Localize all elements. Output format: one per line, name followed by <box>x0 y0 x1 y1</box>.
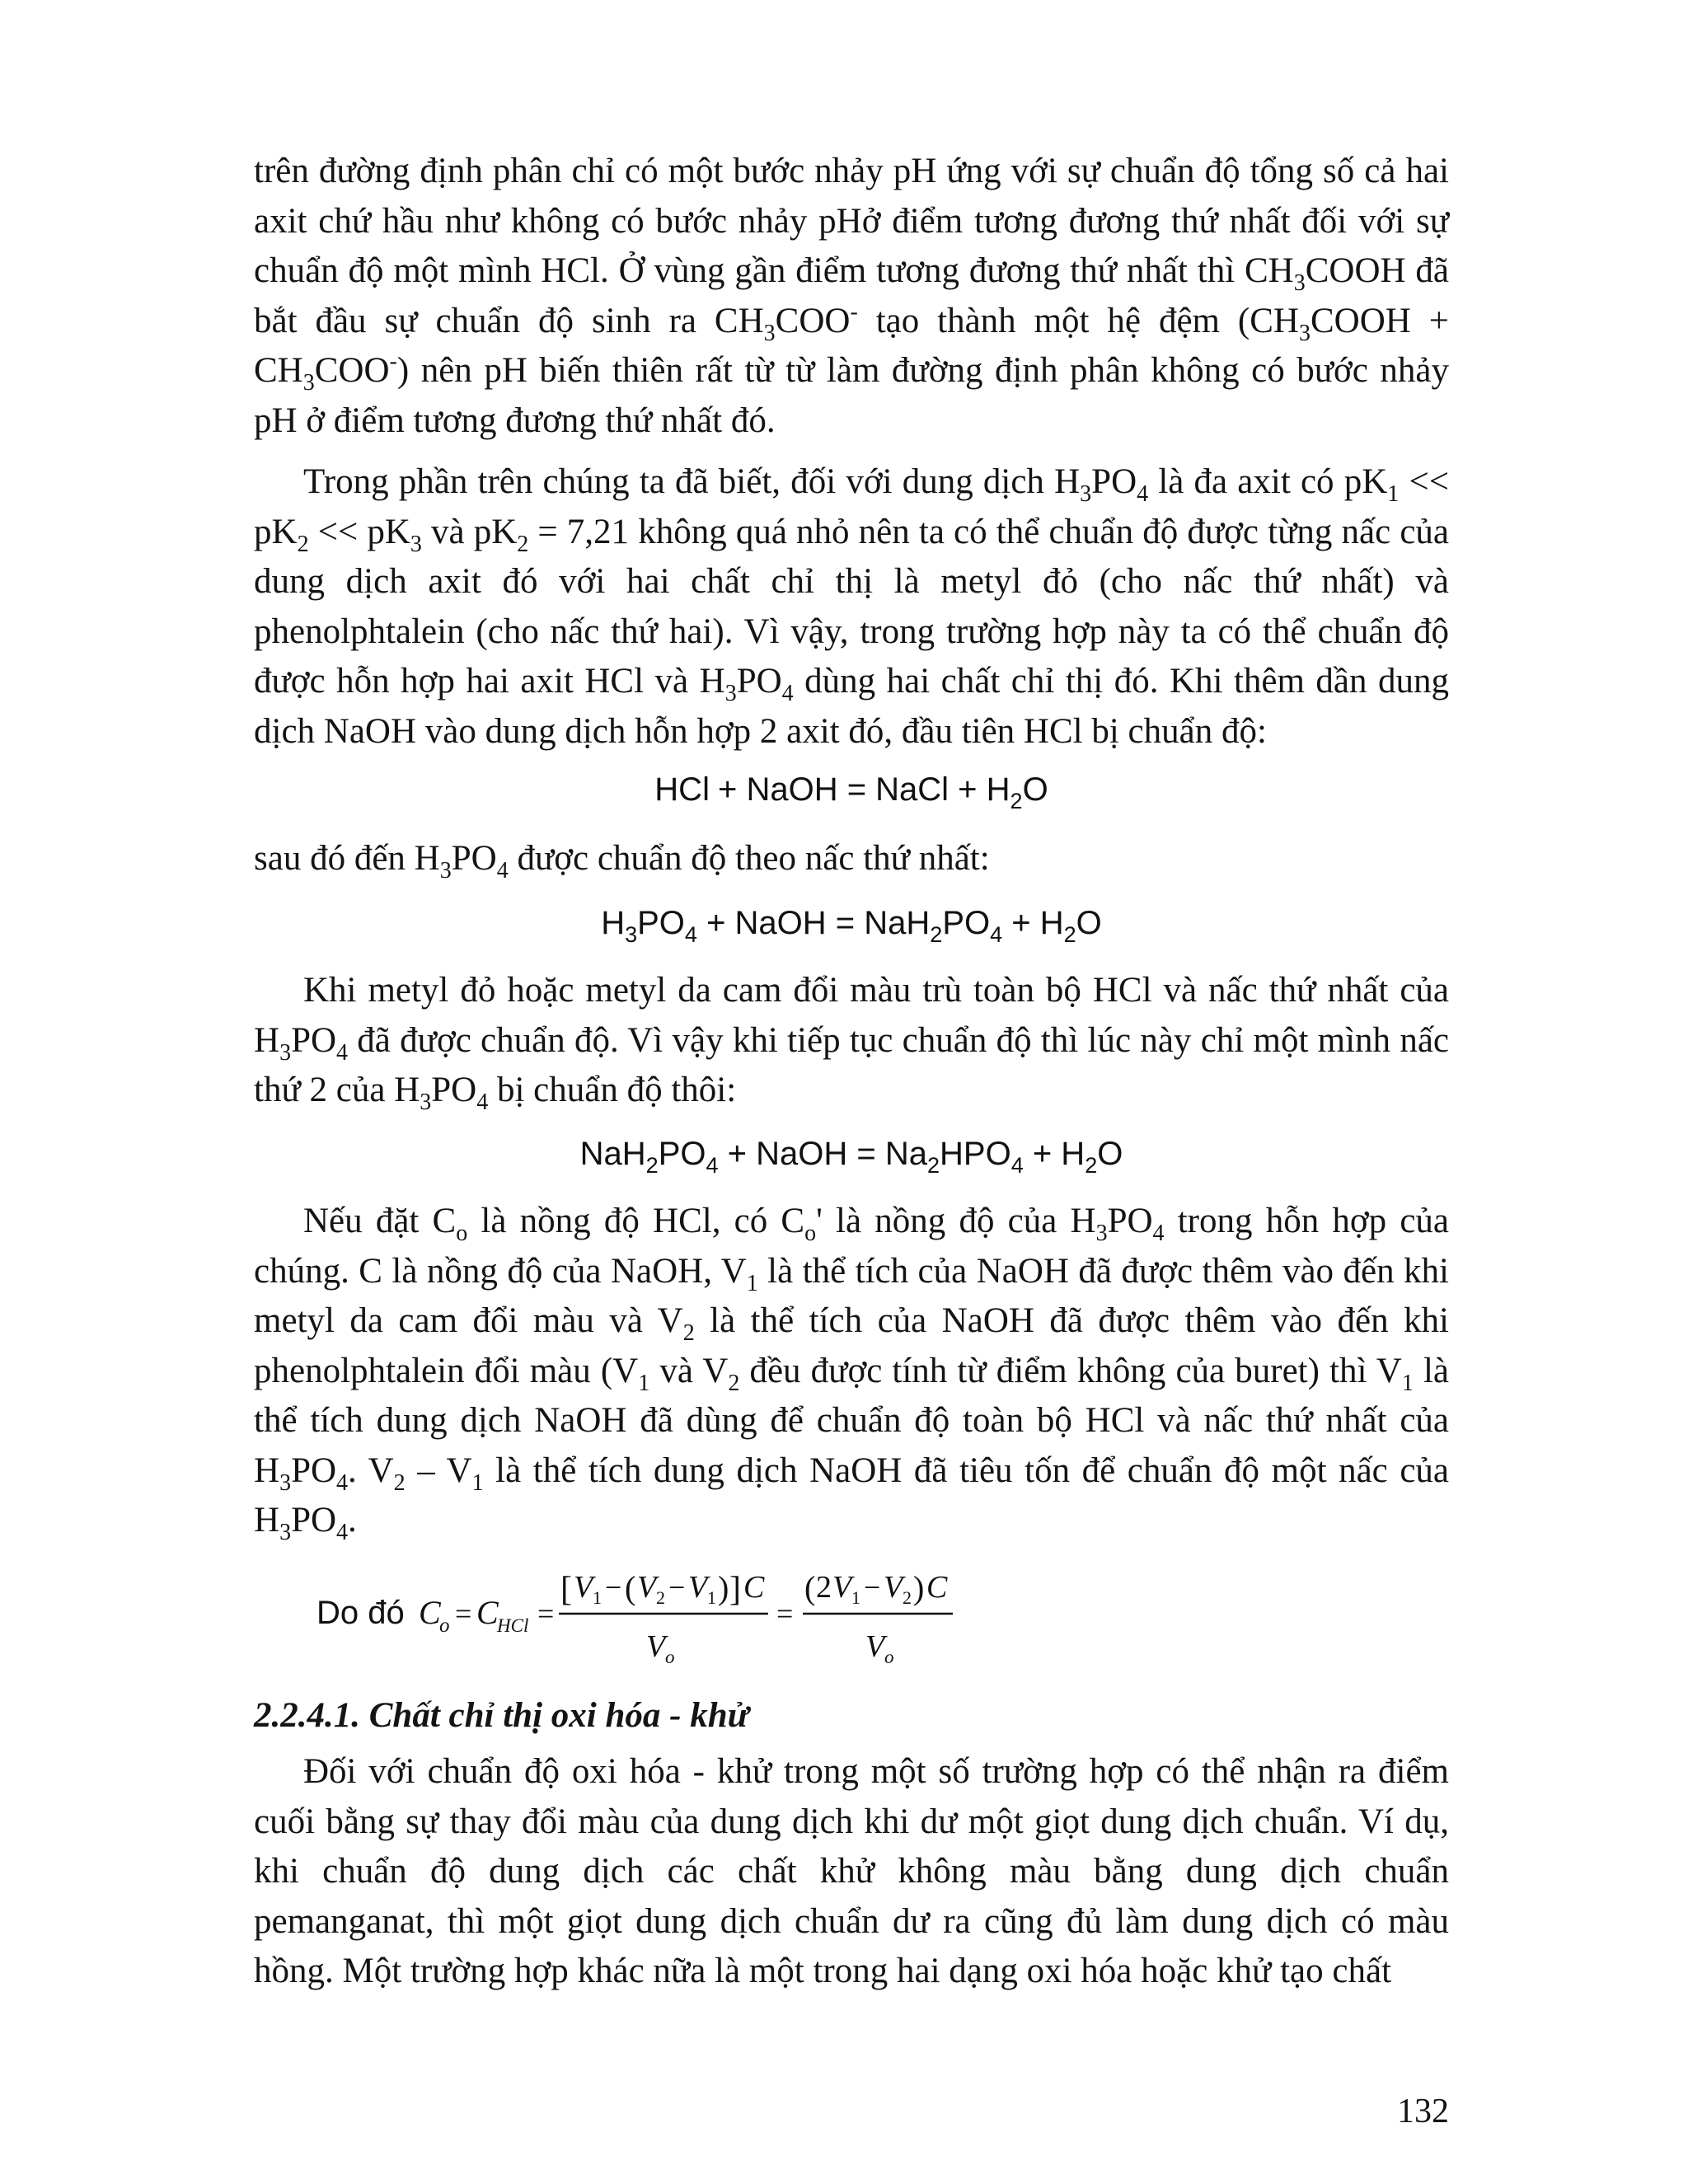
formula-v2a-sub: 2 <box>656 1587 665 1608</box>
formula-minus-3: − <box>864 1571 881 1604</box>
formula-v2b: V <box>884 1570 903 1605</box>
paragraph-4: Khi metyl đỏ hoặc metyl da cam đổi màu trù toàn bộ HCl và nấc thứ nhất của $H_3PO_4$ đã được chuẩn độ. Vì vậy khi tiếp tục chuẩn độ thì lúc này chỉ một mình nấc thứ 2 của $H_3PO_4$ bị chuẩn độ thôi: <box>254 971 1449 1115</box>
formula-minus-2: − <box>668 1571 686 1604</box>
formula-lbrack: [ <box>560 1571 572 1609</box>
formula-lparen-1: ( <box>625 1569 636 1606</box>
formula-c-num1: C <box>743 1570 765 1605</box>
formula-eq-2: = <box>537 1597 555 1630</box>
formula-vo-den1: V <box>646 1629 666 1664</box>
formula-minus-1: − <box>605 1571 622 1604</box>
formula-lparen-2: ( <box>804 1569 816 1606</box>
equation-hcl-naoh: HCl + NaOH = NaCl + $H_2O$ <box>654 771 1048 813</box>
formula-sub-o: o <box>439 1615 450 1637</box>
formula-v1a: V <box>574 1570 593 1605</box>
section-heading: 2.2.4.1. Chất chỉ thị oxi hóa - khử <box>254 1696 749 1735</box>
formula-v1a-sub: 1 <box>593 1587 602 1608</box>
formula-v1b: V <box>688 1570 708 1605</box>
equation-nah2po4-naoh: $NaH_2PO_4$ + NaOH = $Na_2HPO_4 + H_2O$ <box>579 1136 1123 1178</box>
formula-two: 2 <box>816 1570 832 1605</box>
formula-eq-3: = <box>776 1597 794 1630</box>
paragraph-6 <box>254 1747 1449 1997</box>
paragraph-3: sau đó đến $H_3PO_4$ được chuẩn độ theo nấc thứ nhất: <box>254 839 990 883</box>
paragraph-1: trên đường định phân chỉ có một bước nhảy pH ứng với sự chuẩn độ tổng số cả hai axit chứ hầu như không có bước nhảy pHở điểm tương đương thứ nhất đối với sự chuẩn độ một mình HCl. Ở vùng gần điểm tương đương thứ nhất thì $CH_3COOH$ đã bắt đầu sự chuẩn độ sinh ra $CH_3COO^-$ tạo thành một hệ đệm $(CH_3COOH + CH_3COO^-)$ nên pH biến thiên rất từ từ làm đường định phân không có bước nhảy pH ở điểm tương đương thứ nhất đó. <box>254 152 1449 440</box>
formula-svg <box>313 1556 1055 1671</box>
formula-rbrack: ] <box>729 1571 741 1609</box>
formula-c-hcl: C <box>476 1594 499 1631</box>
equation-h3po4-naoh: $H_3PO_4$ + NaOH = $NaH_2PO_4 + H_2O$ <box>601 905 1102 947</box>
concentration-formula <box>313 1556 1055 1671</box>
formula-rparen-2: ) <box>913 1569 925 1606</box>
formula-v1b-sub: 1 <box>707 1587 716 1608</box>
formula-vo-den2-sub: o <box>884 1647 894 1667</box>
formula-lead: Do đó <box>316 1595 405 1631</box>
formula-c: C <box>419 1594 441 1631</box>
formula-v1c-sub: 1 <box>851 1587 860 1608</box>
formula-c-num2: C <box>926 1570 948 1605</box>
formula-sub-hcl: HCl <box>497 1615 529 1636</box>
formula-eq-1: = <box>455 1597 472 1630</box>
formula-v2b-sub: 2 <box>903 1587 912 1608</box>
paragraph-2: Trong phần trên chúng ta đã biết, đối với dung dịch $H_3PO_4$ là đa axit có $pK_1 << pK_2 << pK_3$ và $pK_2 = 7,21$ không quá nhỏ nên ta có thể chuẩn độ được từng nấc của dung dịch axit đó với hai chất chỉ thị là metyl đỏ (cho nấc thứ nhất) và phenolphtalein (cho nấc thứ hai). Vì vậy, trong trường hợp này ta có thể chuẩn độ được hỗn hợp hai axit HCl và $H_3PO_4$ dùng hai chất chỉ thị đó. Khi thêm dần dung dịch NaOH vào dung dịch hỗn hợp 2 axit đó, đầu tiên HCl bị chuẩn độ: <box>254 462 1450 751</box>
formula-vo-den2: V <box>865 1629 885 1664</box>
formula-v2a: V <box>637 1570 657 1605</box>
formula-vo-den1-sub: o <box>665 1647 675 1667</box>
paragraph-5: Nếu đặt $C_o$ là nồng độ HCl, có $C_o'$ là nồng độ của $H_3PO_4$ trong hỗn hợp của chúng. C là nồng độ của NaOH, $V_1$ là thể tích của NaOH đã được thêm vào đến khi metyl da cam đổi màu và $V_2$ là thể tích của NaOH đã được thêm vào đến khi phenolphtalein đổi màu ($V_1$ và $V_2$ đều được tính từ điểm không của buret) thì $V_1$ là thể tích dung dịch NaOH đã dùng để chuẩn độ toàn bộ HCl và nấc thứ nhất của $H_3PO_4$. $V_2 - V_1$ là thể tích dung dịch NaOH đã tiêu tốn để chuẩn độ một nấc của $H_3PO_4$. <box>254 1202 1450 1545</box>
paragraph-6-text: Đối với chuẩn độ oxi hóa - khử trong một số trường hợp có thể nhận ra điểm cuối bằng sự thay đổi màu của dung dịch khi dư một giọt dung dịch chuẩn. Ví dụ, khi chuẩn độ dung dịch các chất khử không màu bằng dung dịch chuẩn pemanganat, thì một giọt dung dịch chuẩn dư ra cũng đủ làm dung dịch có màu hồng. Một trường hợp khác nữa là một trong hai dạng oxi hóa hoặc khử tạo chất <box>254 1752 1449 1990</box>
formula-v1c: V <box>832 1570 852 1605</box>
formula-rparen-1: ) <box>718 1569 729 1606</box>
page-number: 132 <box>1397 2093 1449 2130</box>
